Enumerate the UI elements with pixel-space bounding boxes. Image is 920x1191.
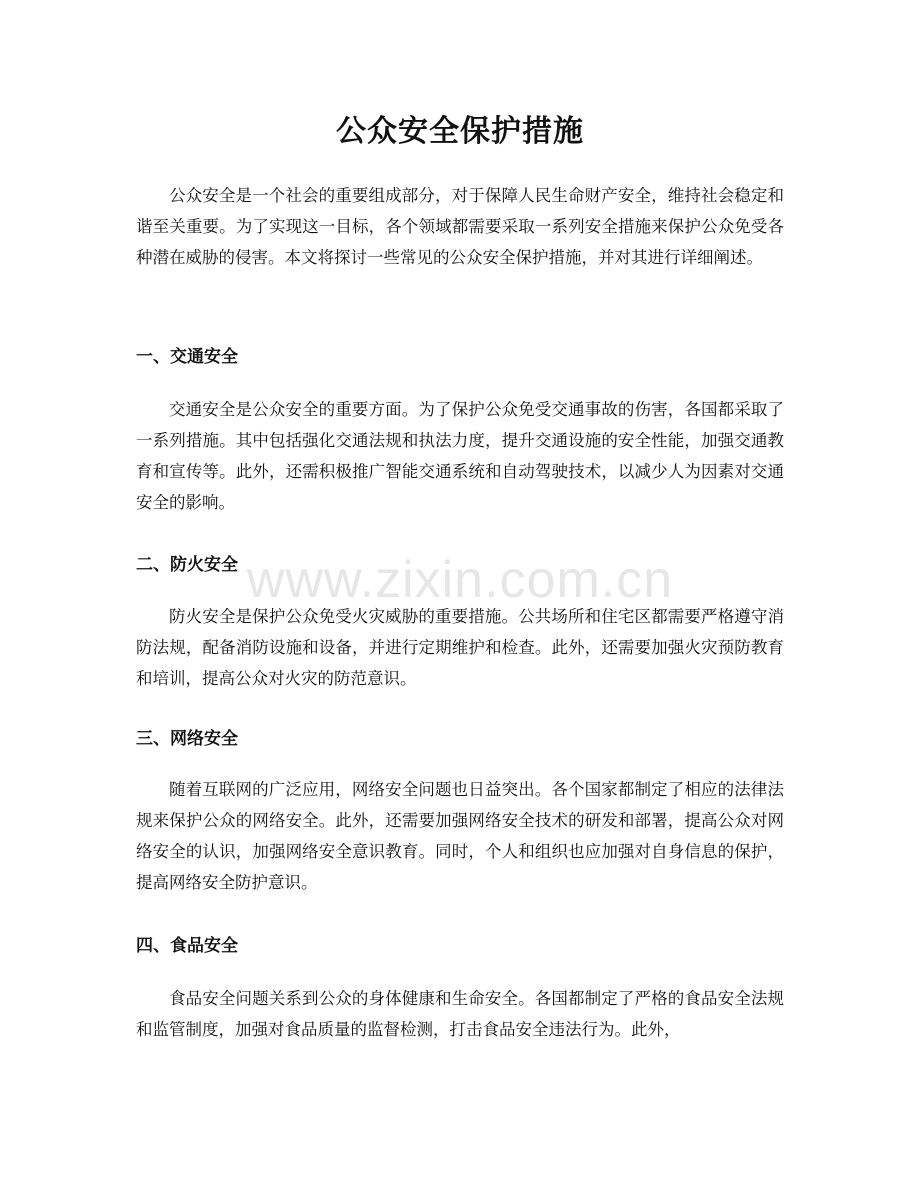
watermark-text: www.zixin.com.cn bbox=[246, 551, 674, 609]
section-heading-traffic: 一、交通安全 bbox=[136, 347, 238, 367]
section-heading-fire: 二、防火安全 bbox=[136, 555, 238, 575]
section-heading-network: 三、网络安全 bbox=[136, 729, 238, 749]
section-body-fire: 防火安全是保护公众免受火灾威胁的重要措施。公共场所和住宅区都需要严格遵守消防法规，配备消防设施和设备，并进行定期维护和检查。此外，还需要加强火灾预防教育和培训，提高公众对火灾的防范意识。 bbox=[136, 607, 784, 688]
intro-paragraph: 公众安全是一个社会的重要组成部分，对于保障人民生命财产安全，维持社会稳定和谐至关重要。为了实现这一目标，各个领域都需要采取一系列安全措施来保护公众免受各种潜在威胁的侵害。本文将探讨一些常见的公众安全保护措施，并对其进行详细阐述。 bbox=[136, 186, 784, 267]
section-body-traffic: 交通安全是公众安全的重要方面。为了保护公众免受交通事故的伤害，各国都采取了一系列措施。其中包括强化交通法规和执法力度，提升交通设施的安全性能，加强交通教育和宣传等。此外，还需积极推广智能交通系统和自动驾驶技术，以减少人为因素对交通安全的影响。 bbox=[136, 400, 784, 512]
section-body-network: 随着互联网的广泛应用，网络安全问题也日益突出。各个国家都制定了相应的法律法规来保护公众的网络安全。此外，还需要加强网络安全技术的研发和部署，提高公众对网络安全的认识，加强网络安全意识教育。同时，个人和组织也应加强对自身信息的保护，提高网络安全防护意识。 bbox=[136, 780, 784, 892]
section-body-food: 食品安全问题关系到公众的身体健康和生命安全。各国都制定了严格的食品安全法规和监管制度，加强对食品质量的监督检测，打击食品安全违法行为。此外， bbox=[136, 989, 784, 1039]
section-heading-food: 四、食品安全 bbox=[136, 936, 238, 956]
document-title: 公众安全保护措施 bbox=[336, 114, 584, 149]
